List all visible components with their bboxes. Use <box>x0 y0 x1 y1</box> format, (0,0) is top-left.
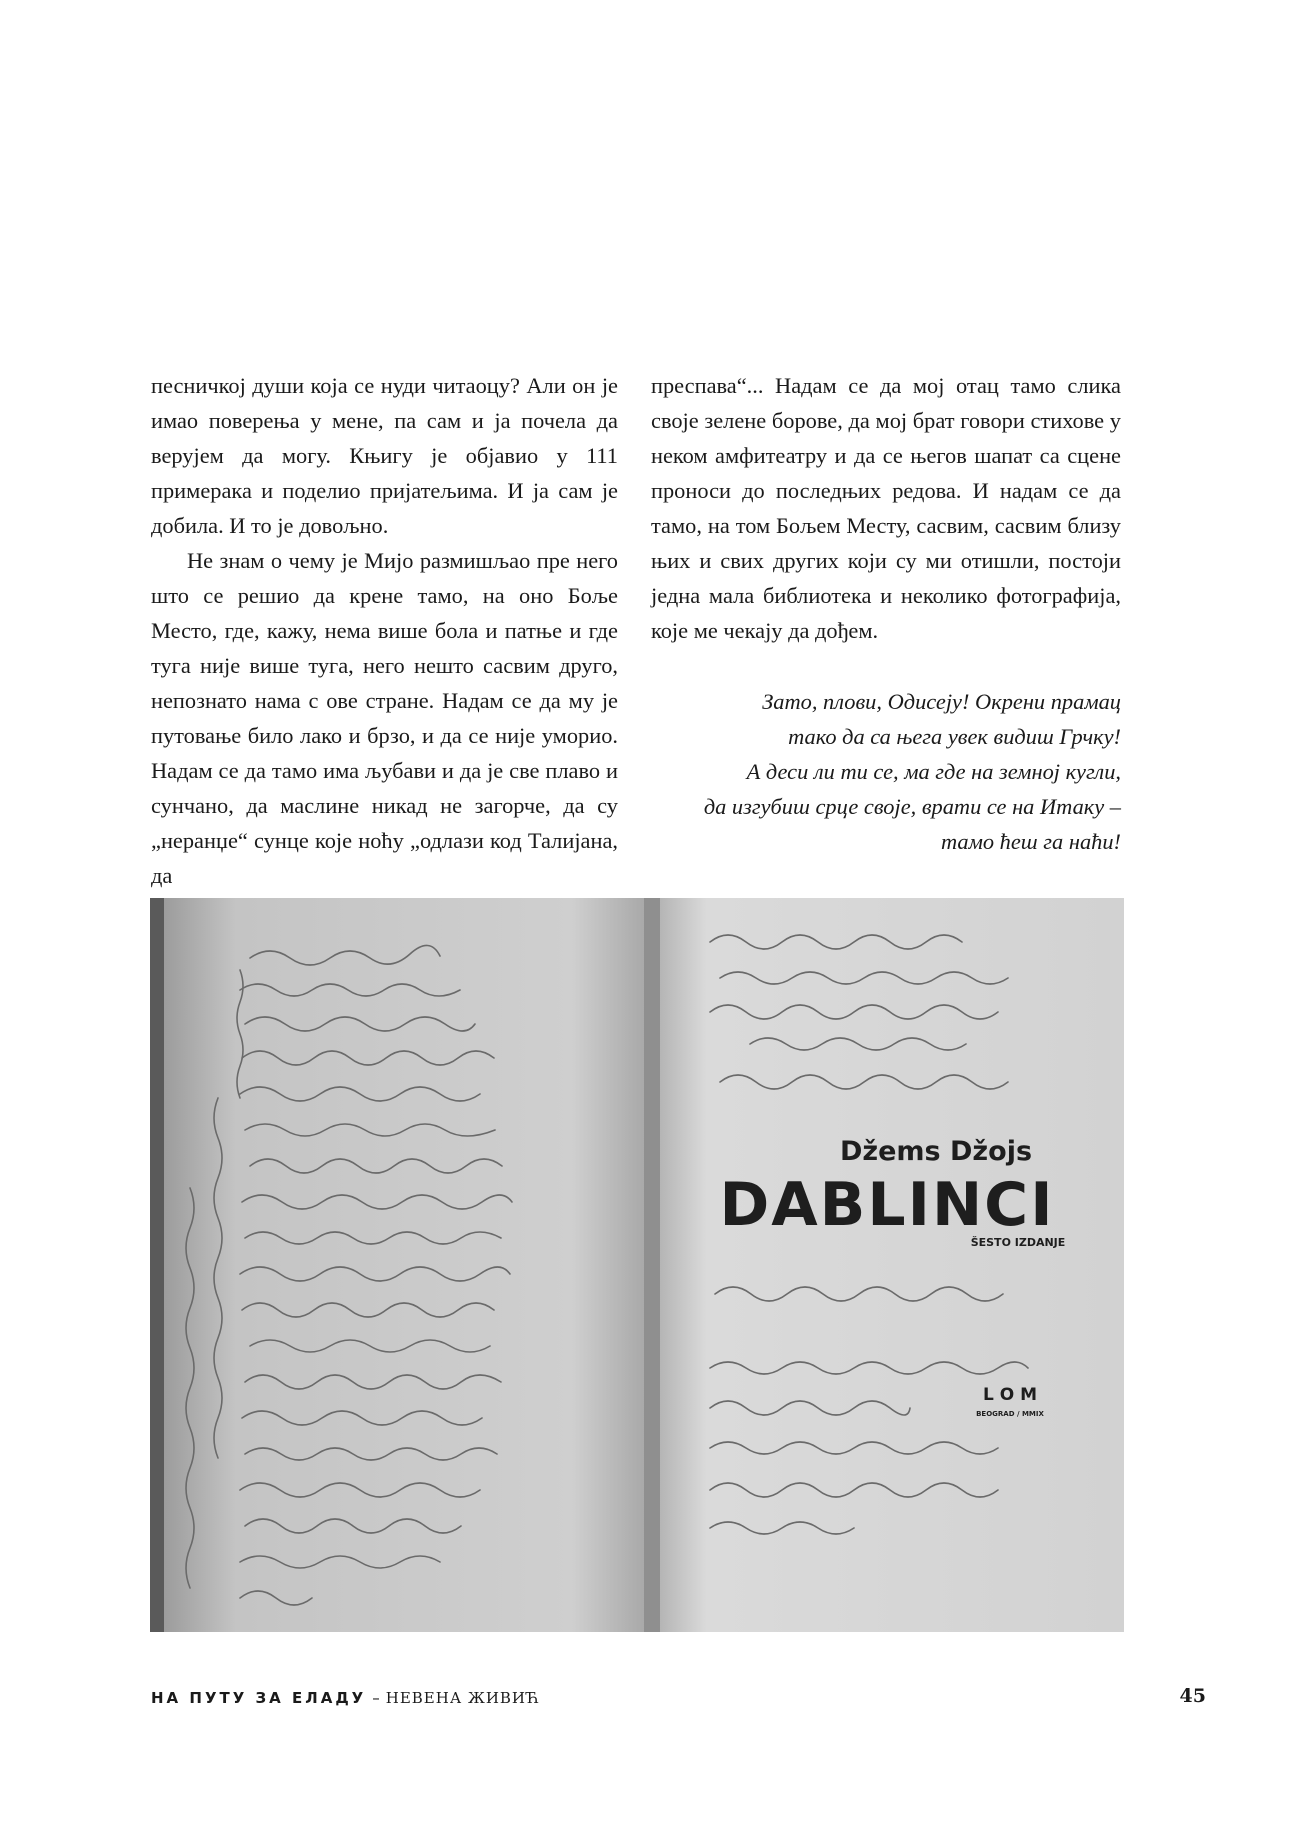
left-column <box>151 368 618 893</box>
paragraph: Не знам о чему је Мијо размишљао пре него што се решио да крене тамо, на оно Боље Место, где, кажу, нема више бола и патње и где туга није више туга, него нешто сасвим друго, непознато нама с ове стране. Надам се да му је путовање било лако и брзо, и да се није уморио. Надам се да тамо има љубави и да је све плаво и сунчано, да маслине никад не загорче, да су „неранџе“ сунце које ноћу „одлази код Талијана, да <box>151 548 618 888</box>
verse-line: А деси ли ти се, ма где на земној кугли, <box>746 759 1121 784</box>
footer-book-title: НА ПУТУ ЗА ЕЛАДУ <box>151 1689 367 1707</box>
verse-line: тако да са њега увек видиш Грчку! <box>788 724 1121 749</box>
verse-line: да изгубиш срце своје, врати се на Итаку – <box>703 794 1121 819</box>
verse-line: Зато, плови, Одисеју! Окрени прамац <box>762 689 1121 714</box>
open-book-image <box>150 898 1124 1632</box>
left-page <box>164 898 644 1632</box>
paragraph: преспава“... Надам се да мој отац тамо слика своје зелене борове, да мој брат говори стихове у неком амфитеатру и да се његов шапат са сцене проноси до последњих редова. И надам се да тамо, на том Бољем Месту, сасвим, сасвим близу њих и свих других који су ми отишли, постоји једна мала библиотека и неколико фотографија, које ме чекају да дођем. <box>651 373 1121 643</box>
book-spine <box>644 898 662 1632</box>
verse-line: тамо ћеш га наћи! <box>940 829 1121 854</box>
paragraph: песничкој души која се нуди читаоцу? Али он је имао поверења у мене, па сам и ја почела да верујем да могу. Књигу је објавио у 111 примерака и поделио пријатељима. И ја сам је добила. И то је довољно. <box>151 373 618 538</box>
page-number: 45 <box>1179 1685 1206 1707</box>
footer-author: НЕВЕНА ЖИВИЋ <box>385 1689 541 1707</box>
page-footer <box>151 1685 1206 1713</box>
footer-dash: – <box>372 1689 380 1707</box>
verse-quote <box>651 684 1121 859</box>
book-title: DABLINCI <box>719 1170 1055 1240</box>
edition-label: ŠESTO IZDANJE <box>970 1236 1066 1249</box>
right-column <box>651 368 1121 859</box>
book-photo <box>150 898 1124 1632</box>
publisher: L O M <box>982 1385 1038 1405</box>
publisher-place: BEOGRAD / MMIX <box>976 1410 1044 1418</box>
book-author: Džems Džojs <box>839 1136 1033 1167</box>
